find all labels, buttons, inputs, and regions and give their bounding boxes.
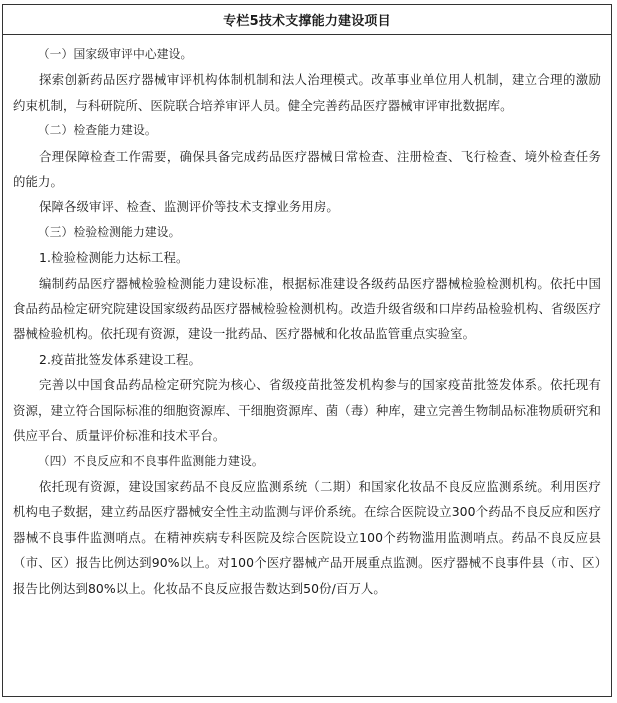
body-paragraph: 完善以中国食品药品检定研究院为核心、省级疫苗批签发机构参与的国家疫苗批签发体系。依托现有资源，建立符合国际标准的细胞资源库、干细胞资源库、菌（毒）种库，建立完善生物制品标准物质研究和供应平台、质量评价标准和技术平台。 [13, 377, 601, 444]
body-paragraph: 保障各级审评、检查、监测评价等技术支撑业务用房。 [39, 199, 339, 215]
body-paragraph: 1.检验检测能力达标工程。 [39, 250, 189, 266]
body-paragraph: 依托现有资源，建设国家药品不良反应监测系统（二期）和国家化妆品不良反应监测系统。利用医疗机构电子数据，建立药品医疗器械安全性主动监测与评价系统。在综合医院设立300个药品不良反应和医疗器械不良事件监测哨点。在精神疾病专科医院及综合医院设立100个药物滥用监测哨点。药品不良反应县（市、区）报告比例达到90%以上。对100个医疗器械产品开展重点监测。医疗器械不良事件县（市、区）报告比例达到80%以上。化妆品不良反应报告数达到50份/百万人。 [13, 478, 601, 596]
project-box [2, 4, 612, 697]
body-paragraph: 2.疫苗批签发体系建设工程。 [39, 351, 201, 367]
section-heading: （二）检查能力建设。 [37, 123, 157, 138]
body-paragraph: 编制药品医疗器械检验检测能力建设标准，根据标准建设各级药品医疗器械检验检测机构。依托中国食品药品检定研究院建设国家级药品医疗器械检验检测机构。改造升级省级和口岸药品检验机构、省级医疗器械检验机构。依托现有资源，建设一批药品、医疗器械和化妆品监管重点实验室。 [13, 275, 601, 342]
box-content [3, 35, 611, 601]
box-title: 专栏5技术支撑能力建设项目 [3, 5, 611, 35]
body-paragraph: 合理保障检查工作需要，确保具备完成药品医疗器械日常检查、注册检查、飞行检查、境外检查任务的能力。 [13, 148, 601, 190]
section-heading: （三）检验检测能力建设。 [37, 224, 181, 239]
section-heading: （四）不良反应和不良事件监测能力建设。 [37, 453, 264, 468]
body-paragraph: 探索创新药品医疗器械审评机构体制机制和法人治理模式。改革事业单位用人机制，建立合理的激励约束机制，与科研院所、医院联合培养审评人员。健全完善药品医疗器械审评审批数据库。 [13, 72, 601, 113]
section-heading: （一）国家级审评中心建设。 [37, 47, 193, 61]
